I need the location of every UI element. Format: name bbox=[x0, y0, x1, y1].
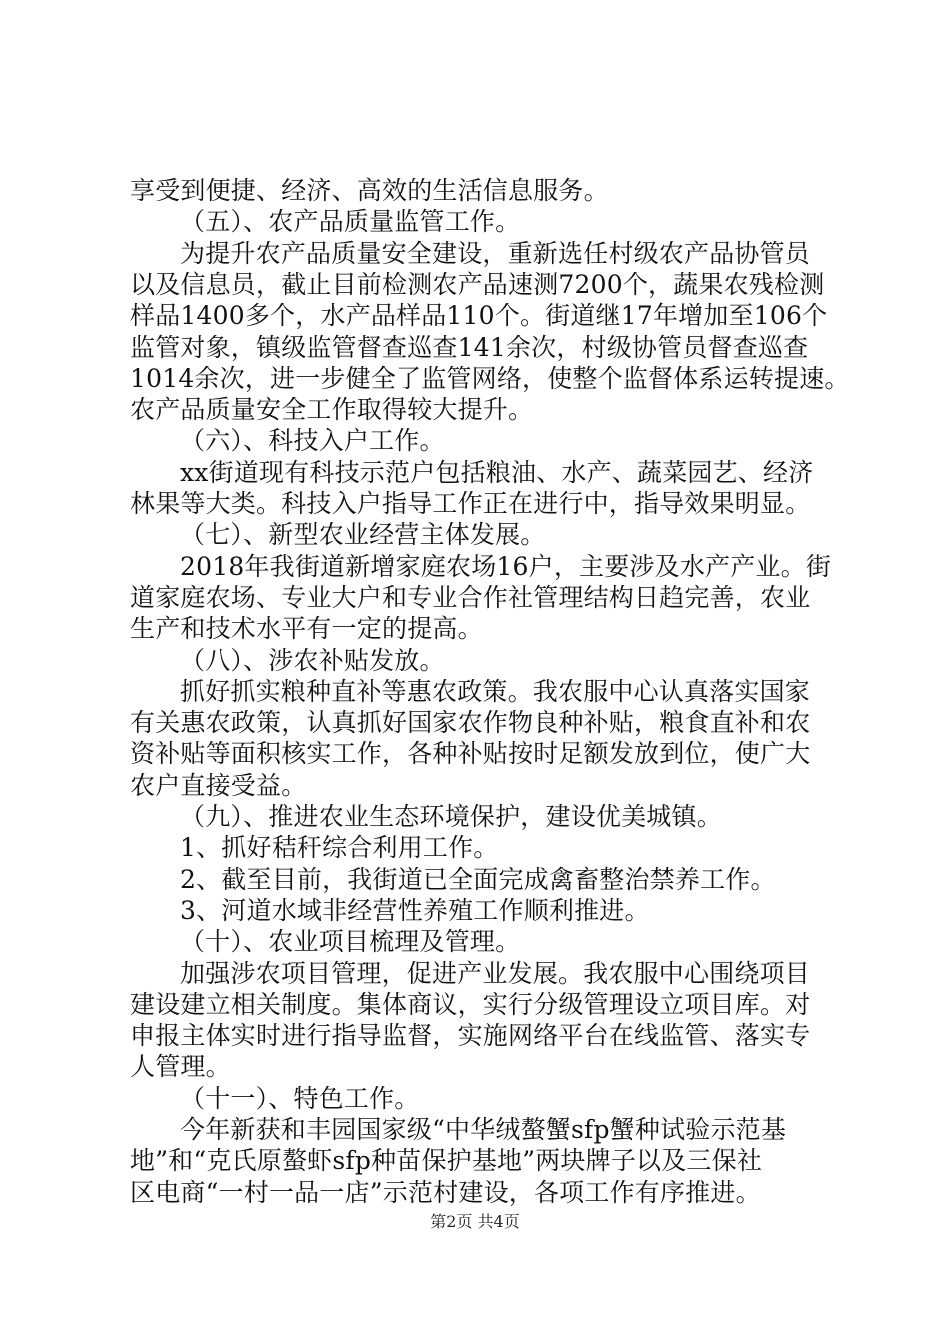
list-item: 2、截至目前，我街道已全面完成禽畜整治禁养工作。 bbox=[180, 864, 776, 894]
body-text-line: 道家庭农场、专业大户和专业合作社管理结构日趋完善，农业 bbox=[130, 582, 811, 612]
section-heading: （六）、科技入户工作。 bbox=[180, 426, 445, 456]
body-text-line: 农户直接受益。 bbox=[130, 770, 307, 800]
body-text-line: 有关惠农政策，认真抓好国家农作物良种补贴，粮食直补和农 bbox=[130, 708, 811, 738]
body-text-line: 监管对象，镇级监管督查巡查141余次，村级协管员督查巡查 bbox=[130, 332, 809, 362]
body-text-line: 区电商“一村一品一店”示范村建设，各项工作有序推进。 bbox=[130, 1177, 761, 1207]
body-text-line: xx街道现有科技示范户包括粮油、水产、蔬菜园艺、经济 bbox=[180, 457, 814, 487]
body-text-line: 为提升农产品质量安全建设，重新选任村级农产品协管员 bbox=[180, 238, 811, 268]
section-heading: （九）、推进农业生态环境保护，建设优美城镇。 bbox=[180, 802, 722, 831]
body-text-line: 样品1400多个，水产品样品110个。街道继17年增加至106个 bbox=[130, 301, 828, 331]
body-text-line: 农产品质量安全工作取得较大提升。 bbox=[130, 395, 534, 425]
body-text-line: 加强涉农项目管理，促进产业发展。我农服中心围绕项目 bbox=[180, 958, 811, 988]
body-text-line: 林果等大类。科技入户指导工作正在进行中，指导效果明显。 bbox=[130, 489, 811, 518]
section-heading: （七）、新型农业经营主体发展。 bbox=[180, 520, 546, 550]
body-text-line: 以及信息员，截止目前检测农产品速测7200个，蔬果农残检测 bbox=[130, 269, 825, 299]
section-heading: （十一）、特色工作。 bbox=[180, 1083, 420, 1113]
body-text-line: 人管理。 bbox=[130, 1052, 231, 1082]
body-text-line: 抓好抓实粮种直补等惠农政策。我农服中心认真落实国家 bbox=[180, 676, 811, 706]
body-text-line: 1014余次，进一步健全了监管网络，使整个监督体系运转提速。 bbox=[130, 363, 850, 393]
body-text-line: 资补贴等面积核实工作，各种补贴按时足额发放到位，使广大 bbox=[130, 739, 811, 769]
section-heading: （八）、涉农补贴发放。 bbox=[180, 645, 445, 675]
body-text-line: 建设建立相关制度。集体商议，实行分级管理设立项目库。对 bbox=[130, 989, 811, 1019]
body-text-line: 申报主体实时进行指导监督，实施网络平台在线监管、落实专 bbox=[130, 1021, 811, 1051]
list-item: 3、河道水域非经营性养殖工作顺利推进。 bbox=[180, 895, 650, 925]
body-text-line: 2018年我街道新增家庭农场16户，主要涉及水产产业。街 bbox=[180, 551, 832, 581]
body-text-line: 享受到便捷、经济、高效的生活信息服务。 bbox=[130, 176, 609, 205]
body-text-line: 生产和技术水平有一定的提高。 bbox=[130, 614, 483, 644]
section-heading: （五）、农产品质量监管工作。 bbox=[180, 207, 521, 237]
body-text-line: 地”和“克氏原螯虾sfp种苗保护基地”两块牌子以及三保社 bbox=[130, 1146, 763, 1176]
page-footer: 第2页 共4页 bbox=[430, 1212, 520, 1231]
body-text-line: 今年新获和丰园国家级“中华绒螯蟹sfp蟹种试验示范基 bbox=[180, 1115, 787, 1144]
section-heading: （十）、农业项目梳理及管理。 bbox=[180, 927, 521, 957]
list-item: 1、抓好秸秆综合利用工作。 bbox=[180, 833, 499, 863]
